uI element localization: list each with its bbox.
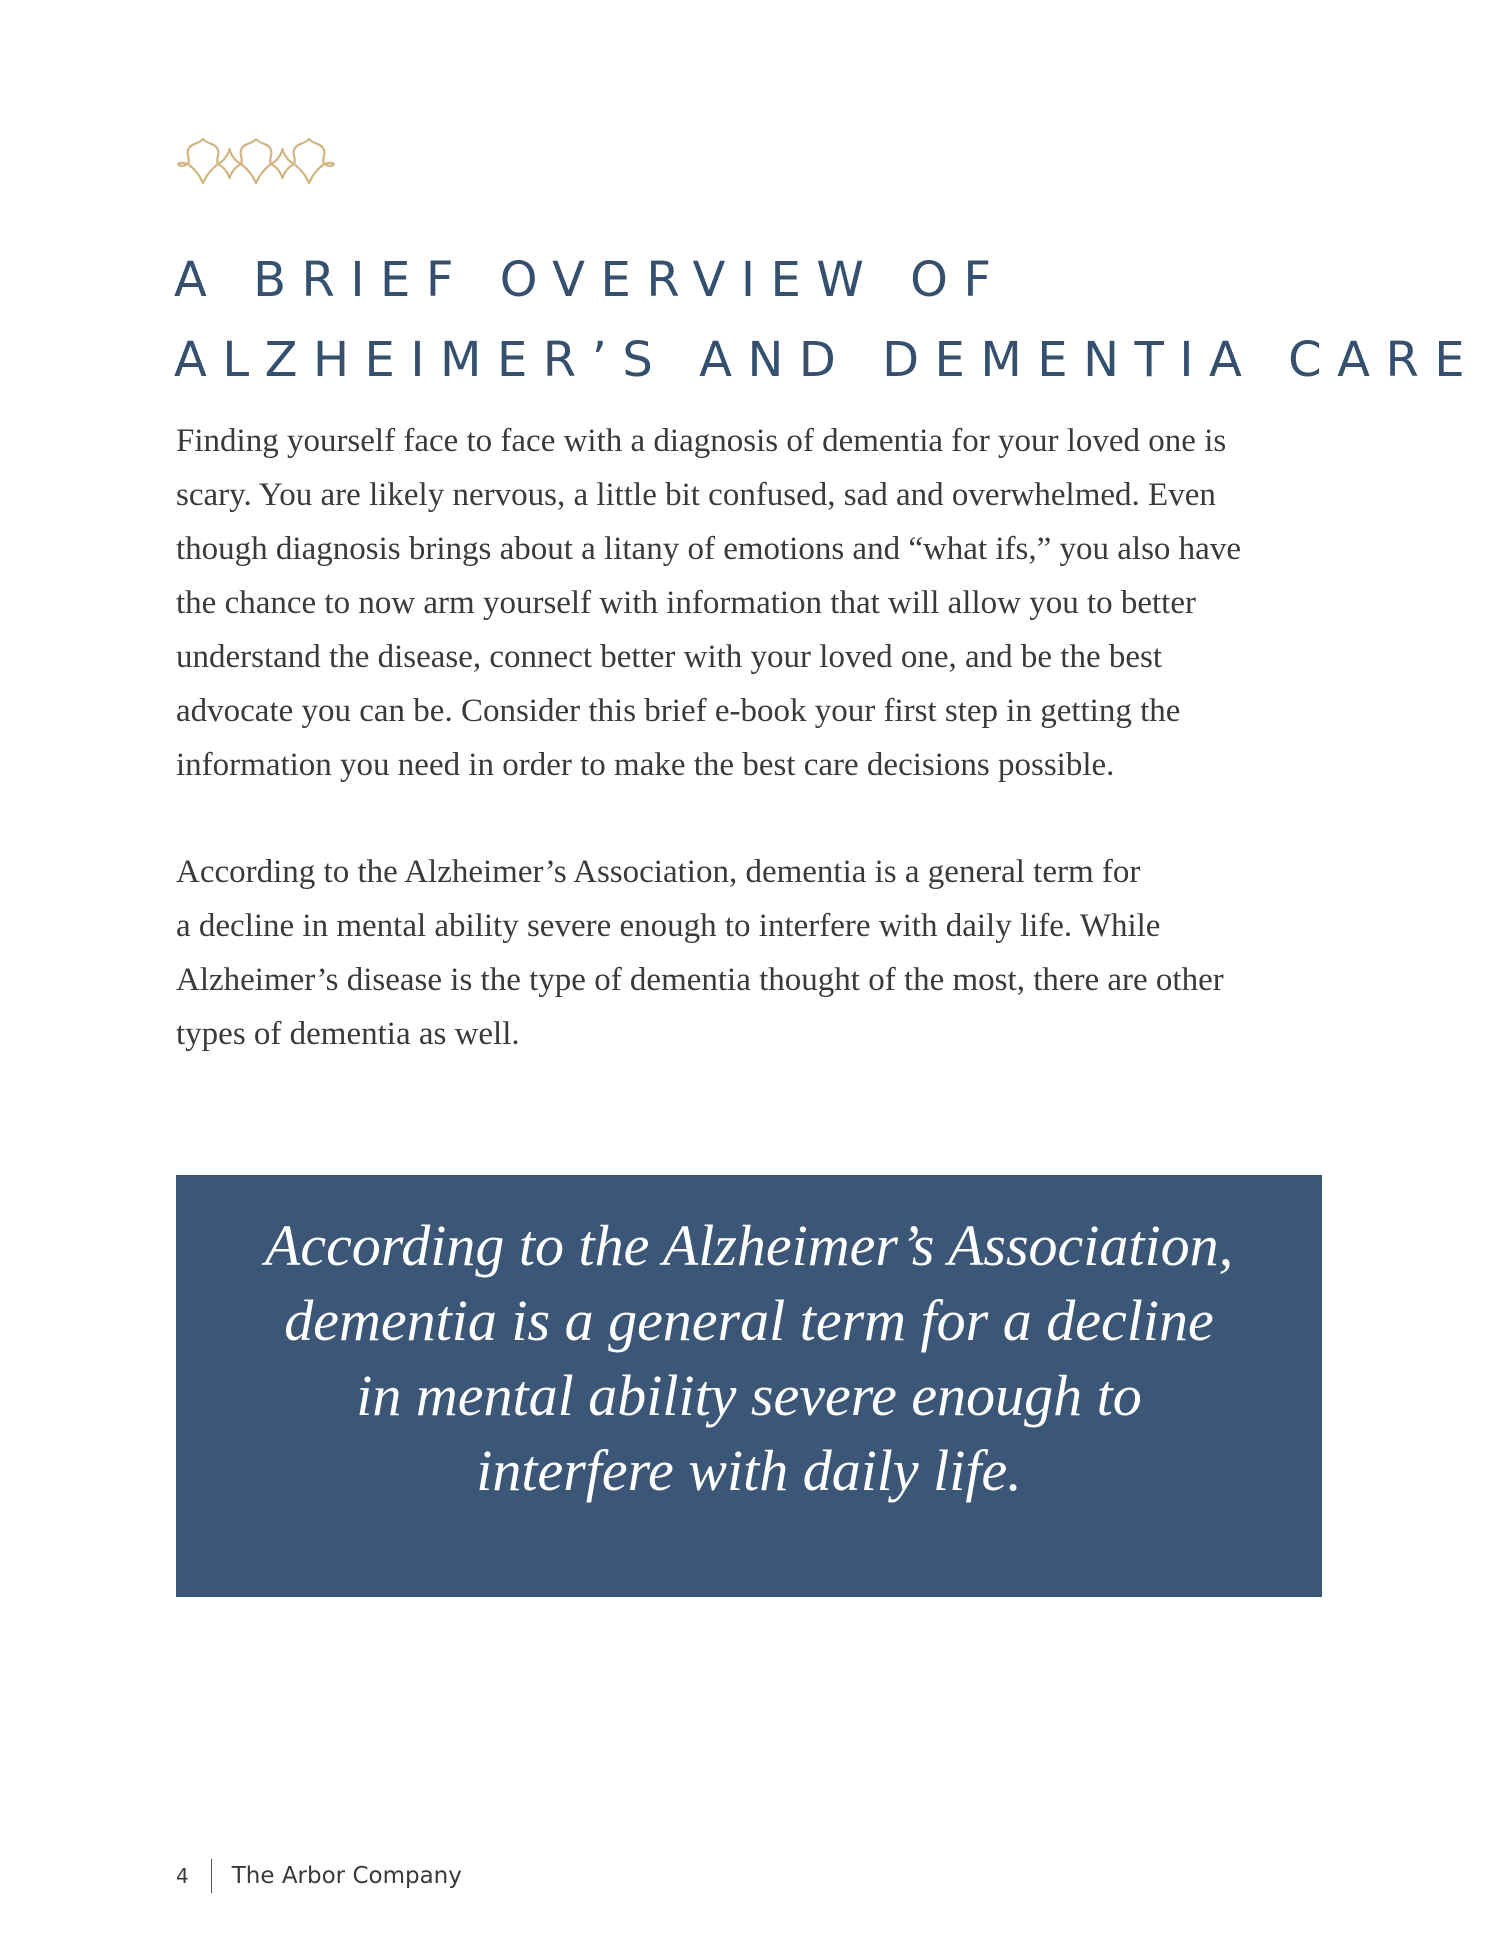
pull-quote-line: interfere with daily life. [476, 1438, 1022, 1503]
pull-quote-line: dementia is a general term for a decline [284, 1288, 1214, 1353]
page-footer [176, 1858, 462, 1894]
heading-line: A BRIEF OVERVIEW OF [174, 252, 1007, 308]
paragraph-line: Finding yourself face to face with a diagnosis of dementia for your loved one is [176, 423, 1227, 459]
paragraph-line: though diagnosis brings about a litany of emotions and “what ifs,” you also have [176, 531, 1241, 567]
pull-quote-line: in mental ability severe enough to [356, 1363, 1142, 1428]
paragraph-line: advocate you can be. Consider this brief e-book your first step in getting the [176, 693, 1181, 729]
heading-line: ALZHEIMER’S AND DEMENTIA CARE [174, 332, 1481, 388]
paragraph-line: the chance to now arm yourself with information that will allow you to better [176, 585, 1196, 621]
paragraph-line: Alzheimer’s disease is the type of dementia thought of the most, there are other [176, 962, 1224, 998]
paragraph-line: understand the disease, connect better with your loved one, and be the best [176, 639, 1163, 675]
paragraph-line: a decline in mental ability severe enough to interfere with daily life. While [176, 908, 1161, 944]
company-name: The Arbor Company [231, 1863, 462, 1889]
intro-paragraph [176, 414, 1336, 792]
page-number: 4 [176, 1864, 189, 1888]
pull-quote-line: According to the Alzheimer’s Association, [264, 1213, 1234, 1278]
paragraph-line: types of dementia as well. [176, 1016, 520, 1052]
paragraph-line: scary. You are likely nervous, a little bit confused, sad and overwhelmed. Even [176, 477, 1216, 513]
quatrefoil-ornament-icon [176, 133, 336, 189]
page-heading [174, 240, 1481, 400]
definition-paragraph [176, 845, 1336, 1061]
paragraph-line: According to the Alzheimer’s Association, dementia is a general term for [176, 854, 1141, 890]
footer-divider [211, 1859, 212, 1893]
paragraph-line: information you need in order to make the best care decisions possible. [176, 747, 1115, 783]
pull-quote [176, 1208, 1322, 1508]
pull-quote-box [176, 1175, 1322, 1597]
